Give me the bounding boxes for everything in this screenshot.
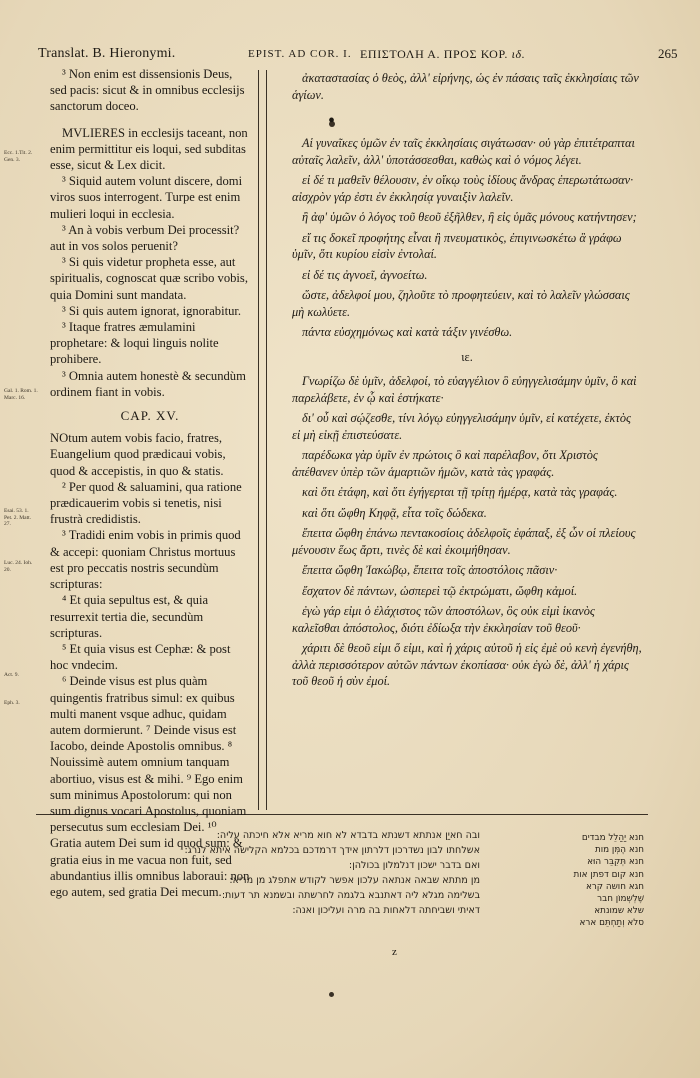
greek-verse: πάντα εὐσχημόνως καὶ κατὰ τάξιν γινέσθω. [302, 325, 513, 339]
ink-mark [329, 992, 334, 997]
greek-verse: ἔπειτα ὤφθη Ἰακώβῳ, ἔπειτα τοῖς ἀποστόλοις πᾶσιν· [302, 563, 558, 577]
margin-note: Act. 9. [4, 672, 19, 678]
running-head-greek-title: ΕΠΙΣΤΟΛΗ Α. ΠΡΟΣ ΚΟΡ. [360, 47, 509, 61]
greek-verse: εἴ τις δοκεῖ προφήτης εἶναι ἢ πνευματικὸς, ἐπιγινωσκέτω ἃ γράφω ὑμῖν, ὅτι κυρίου εἰσὶν ἐντολαί. [292, 230, 622, 261]
greek-verse: καὶ ὅτι ὤφθη Κηφᾷ, εἶτα τοῖς δώδεκα. [302, 505, 487, 520]
hebrew-side-line: שלא שמונתא [594, 906, 644, 917]
latin-verse: ² Per quod & saluamini, qua ratione prædicauerim vobis si tenetis, nisi frustrà credidistis. [50, 479, 242, 527]
latin-verse: ³ Siquid autem volunt discere, domi viros suos interrogent. Turpe est enim mulieri loqui in ecclesia. [50, 174, 243, 221]
latin-verse: ⁴ Et quia sepultus est, & quia resurrexit tertia die, secundùm scripturas. [50, 593, 209, 640]
margin-note: Esai. 53. 1. Pet. 2. Matt. 27. [4, 508, 32, 527]
greek-verse: ἢ ἀφ' ὑμῶν ὁ λόγος τοῦ θεοῦ ἐξῆλθεν, ἢ εἰς ὑμᾶς μόνους κατήντησεν; [302, 210, 637, 224]
margin-note: Luc. 24. Ioh. 20. [4, 560, 33, 573]
hebrew-side-notes [494, 832, 644, 930]
hebrew-side-line: חנא הֶמְּן מות [594, 845, 644, 856]
latin-verse: ³ An à vobis verbum Dei processit? aut in vos solos peruenit? [50, 222, 240, 254]
greek-verse: ἔσχατον δὲ πάντων, ὡσπερεὶ τῷ ἐκτρώματι, ὤφθη κἀμοί. [302, 583, 578, 598]
hebrew-side-line: סלא וְתַחְתֵּם ארא [579, 918, 644, 929]
running-head-center: EPIST. AD COR. I. [248, 48, 352, 60]
greek-verse: ἐγὼ γάρ εἰμι ὁ ἐλάχιστος τῶν ἀποστόλων, ὃς οὐκ εἰμὶ ἱκανὸς καλεῖσθαι ἀπόστολος, διότι ἐδίωξα τὴν ἐκκλησίαν τοῦ θεοῦ· [292, 604, 595, 635]
latin-chapter-heading: CAP. XV. [120, 408, 180, 424]
hebrew-side-line: חנא קום דפתן אות [573, 869, 644, 880]
greek-verse: παρέδωκα γὰρ ὑμῖν ἐν πρώτοις ὃ καὶ παρέλαβον, ὅτι Χριστὸς ἀπέθανεν ὑπὲρ τῶν ἁμαρτιῶν ἡμῶν, κατὰ τὰς γραφάς. [292, 448, 598, 479]
latin-verse: ³ Tradidi enim vobis in primis quod & accepi: quoniam Christus mortuus est pro peccatis nostris secundùm scripturas: [50, 528, 241, 592]
hebrew-line: דאיתי ושביחתה דלאחות בה מרה ועליכון ואנה: [292, 905, 480, 916]
signature-mark: z [392, 946, 397, 958]
greek-chapter-heading: ιε. [461, 349, 473, 364]
column-rule-left [258, 70, 259, 810]
column-rule-right [266, 70, 267, 810]
margin-note: Gal. 1. Rom. 1. Marc. 16. [4, 388, 38, 401]
greek-verse: εἰ δέ τι μαθεῖν θέλουσιν, ἐν οἴκῳ τοὺς ἰδίους ἄνδρας ἐπερωτάτωσαν· αἰσχρὸν γάρ ἐστι ἐν ἐκκλησίᾳ γυναιξὶν λαλεῖν. [292, 173, 634, 204]
page-number: 265 [658, 46, 678, 61]
running-head-greek [360, 47, 525, 62]
latin-verse: ³ Itaque fratres æmulamini prophetare: & loqui linguis nolite prohibere. [50, 320, 219, 367]
hebrew-commentary [70, 828, 480, 918]
hebrew-line: מן מתתא שבאה אנתאה עלכון אפשר לקודש אתפלג מן מריא: [229, 875, 480, 886]
running-head-left: Translat. B. Hieronymi. [38, 46, 176, 61]
greek-verse: Αἱ γυναῖκες ὑμῶν ἐν ταῖς ἐκκλησίαις σιγάτωσαν· οὐ γὰρ ἐπιτέτραπται αὐταῖς λαλεῖν, ἀλλ' ὑποτάσσεσθαι, καθὼς καὶ ὁ νόμος λέγει. [292, 136, 635, 167]
latin-column [50, 66, 250, 900]
greek-verse: Γνωρίζω δὲ ὑμῖν, ἀδελφοί, τὸ εὐαγγέλιον ὃ εὐηγγελισάμην ὑμῖν, ὃ καὶ παρελάβετε, ἐν ᾧ καὶ ἑστήκατε· [292, 374, 637, 405]
greek-verse: εἰ δέ τις ἀγνοεῖ, ἀγνοείτω. [302, 267, 428, 282]
latin-verse: ³ Si quis videtur propheta esse, aut spiritualis, cognoscat quæ scribo vobis, quia Domini sunt mandata. [50, 255, 248, 302]
greek-verse: ἀκαταστασίας ὁ θεὸς, ἀλλ' εἰρήνης, ὡς ἐν πάσαις ταῖς ἐκκλησίαις τῶν ἁγίων. [292, 71, 639, 102]
hebrew-line: בשלימה מגלא ליה דאתנבא בלגמה לחרשתה ובשמנא תר דעות: [221, 890, 480, 901]
latin-verse: NOtum autem vobis facio, fratres, Euangelium quod prædicaui vobis, quod & accepistis, in quo & statis. [50, 431, 226, 478]
greek-column [292, 70, 642, 694]
margin-note: Ecc. 1.Tit. 2. Gen. 3. [4, 150, 33, 163]
latin-verse: MVLIERES in ecclesijs taceant, non enim permittitur eis loqui, sed subditas esse, sicut & Lex dicit. [50, 125, 248, 173]
latin-verse: ³ Non enim est dissensionis Deus, sed pacis: sicut & in omnibus ecclesijs sanctorum doceo. [50, 67, 245, 114]
hebrew-line: ובה חאיַן אנתתא דשנתא בדבדא לא חוא מריא אלא חיכתה עליה: [216, 830, 480, 841]
hebrew-line: אשלחתו לבון נשדרכון דלרתון אידך דרמדכם בכלמא הקלישה איתא לנרג: [184, 845, 480, 856]
greek-verse: καὶ ὅτι ἐτάφη, καὶ ὅτι ἐγήγερται τῇ τρίτῃ ἡμέρᾳ, κατὰ τὰς γραφάς. [302, 485, 618, 499]
greek-verse: χάριτι δὲ θεοῦ εἰμι ὅ εἰμι, καὶ ἡ χάρις αὐτοῦ ἡ εἰς ἐμὲ οὐ κενὴ ἐγενήθη, ἀλλὰ περισσότερον αὐτῶν πάντων ἐκοπίασα· οὐκ ἐγὼ δὲ, ἀλλ' ἡ χάρις τοῦ θεοῦ ἡ σὺν ἐμοί. [292, 641, 642, 688]
latin-verse: ⁵ Et quia visus est Cephæ: & post hoc vndecim. [50, 641, 231, 673]
greek-verse: ἔπειτα ὤφθη ἐπάνω πεντακοσίοις ἀδελφοῖς ἐφάπαξ, ἐξ ὧν οἱ πλείους μένουσιν ἕως ἄρτι, τινὲς δὲ καὶ ἐκοιμήθησαν. [292, 526, 636, 557]
margin-note: Eph. 3. [4, 700, 20, 706]
greek-verse: ὥστε, ἀδελφοί μου, ζηλοῦτε τὸ προφητεύειν, καὶ τὸ λαλεῖν γλώσσαις μὴ κωλύετε. [292, 288, 630, 319]
latin-verse: ³ Si quis autem ignorat, ignorabitur. [62, 303, 242, 318]
latin-verse: ³ Omnia autem honestè & secundùm ordinem fiant in vobis. [50, 368, 246, 399]
greek-verse: δι' οὗ καὶ σῴζεσθε, τίνι λόγῳ εὐηγγελισάμην ὑμῖν, εἰ κατέχετε, ἐκτὸς εἰ μὴ εἰκῇ ἐπιστεύσατε. [292, 411, 631, 442]
latin-verse: ⁶ Deinde visus est plus quàm quingentis fratribus simul: ex quibus multi manent vsque adhuc, quidam autem dormierunt. ⁷ Deinde visus est Iacobo, deinde Apostolis omnibus. ⁸ Nouissimè autem omnium tanquam abortiuo, visus est & mihi. ⁹ Ego enim sum minimus Apostolorum: qui non sum dignus vocari Apostolus, quoniam persecutus sum ecclesiam Dei. ¹⁰ Gratia autem Dei sum id quod sum: & gratia eius in me vacua non fuit, sed abundantius illis omnibus laboraui: non ego autem, sed gratia Dei mecum. [50, 674, 250, 899]
running-head-greek-suffix: ιδ. [511, 47, 526, 61]
hebrew-side-line: חנא תְּקִבֵּר הוּא [587, 857, 644, 868]
hebrew-line: ואם בדבר ישכון דנלמלון בכולהן: [348, 860, 480, 871]
hebrew-side-line: חגא חושה קרא [585, 881, 644, 892]
hebrew-side-line: חנא יַהַלֵל מבדים [581, 833, 644, 843]
hebrew-side-line: שֶׁלְשְׁמוֹן חבר [597, 894, 644, 905]
section-mark: • [328, 110, 336, 132]
